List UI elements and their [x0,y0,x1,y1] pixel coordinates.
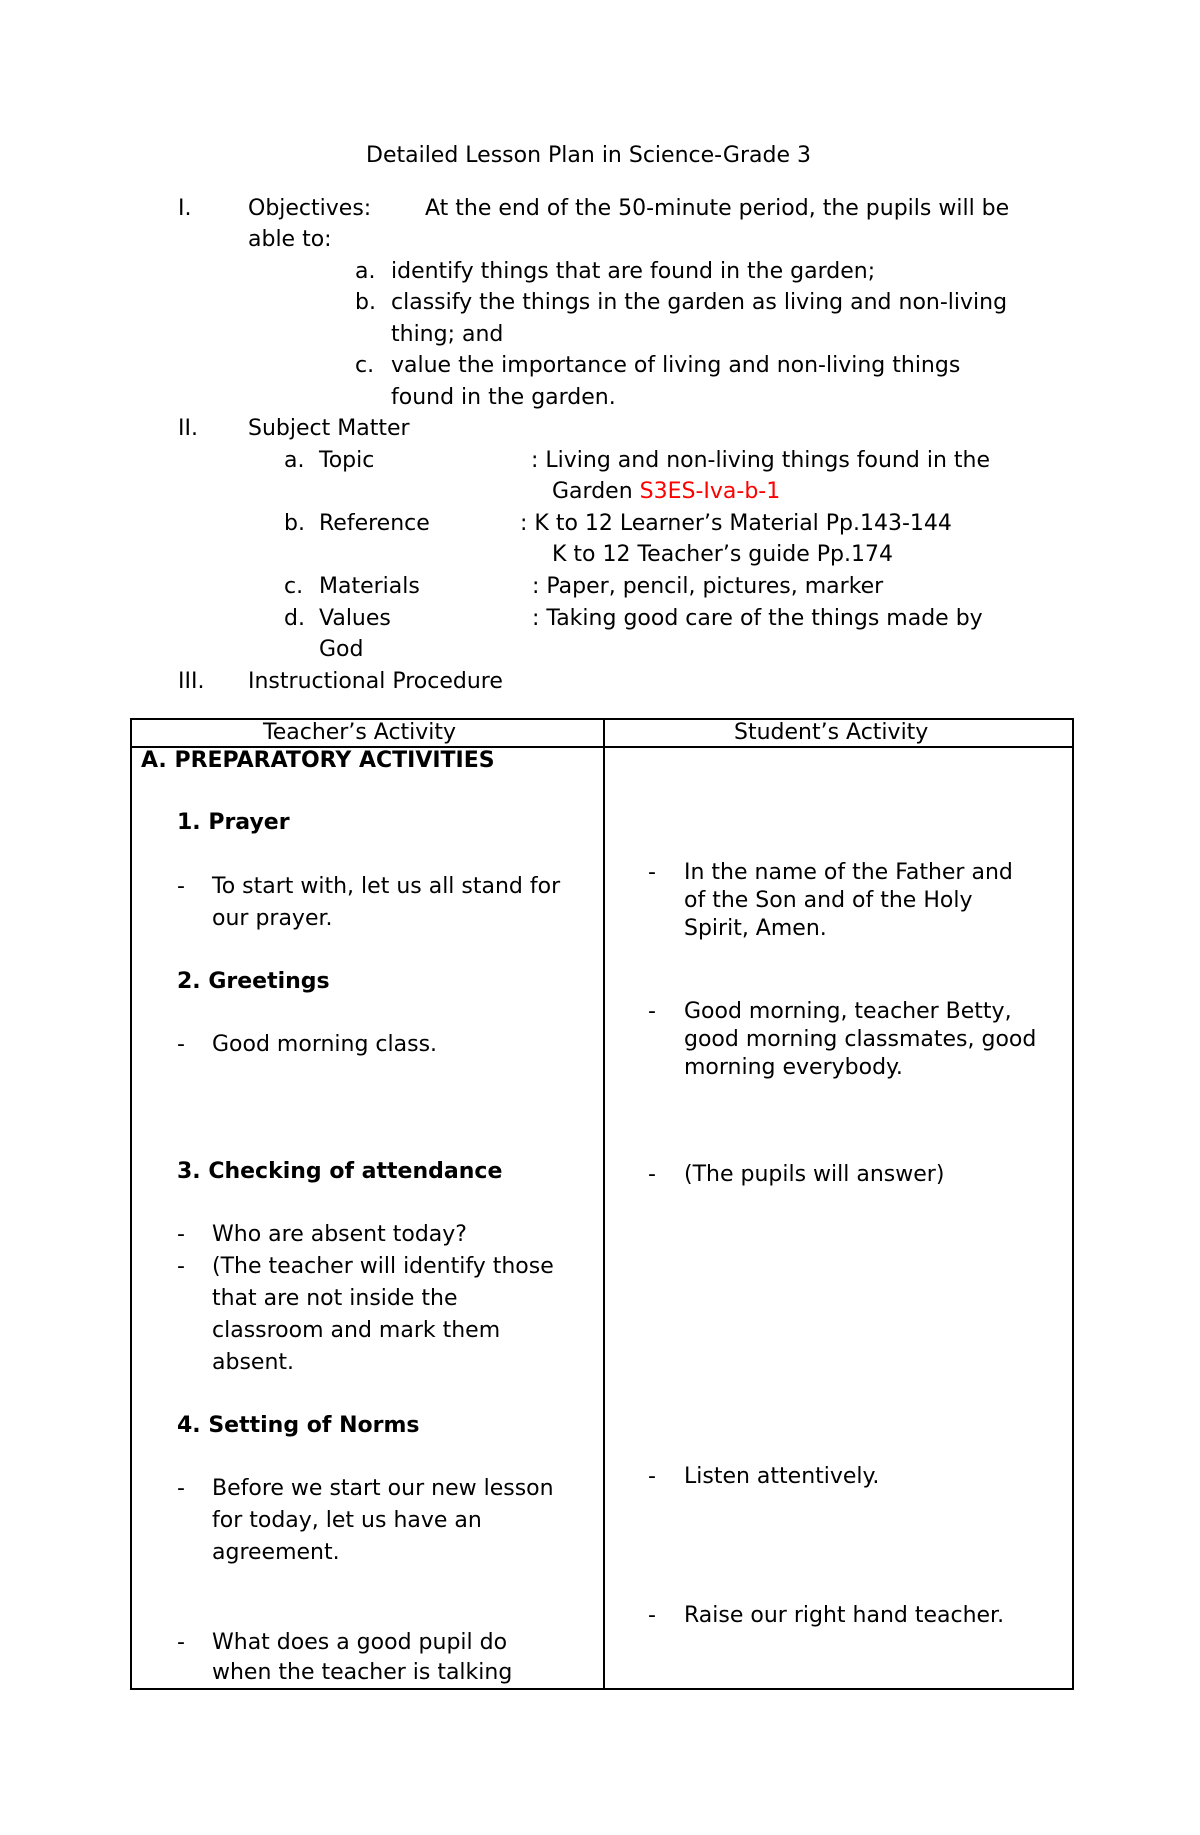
prayer-heading: 1. Prayer [177,810,290,835]
topic-value-garden: Garden [552,479,640,504]
prayer-text-cont: our prayer. [212,906,333,931]
topic-value: : Living and non-living things found in the [531,448,990,473]
objective-c-letter: c. [355,353,375,378]
attendance-note-line2: that are not inside the [212,1286,458,1311]
dash: - [177,1222,185,1247]
norms-text-line3: agreement. [212,1540,340,1565]
norms-question-line1: What does a good pupil do [212,1630,508,1655]
values-letter: d. [284,606,305,631]
norms-response-2: Raise our right hand teacher. [684,1603,1005,1628]
topic-code: S3ES-Iva-b-1 [639,479,781,504]
attendance-response: (The pupils will answer) [684,1162,945,1187]
document-title: Detailed Lesson Plan in Science-Grade 3 [366,143,811,168]
reference-letter: b. [284,511,305,536]
dash: - [648,1464,656,1489]
preparatory-activities-heading: A. PREPARATORY ACTIVITIES [141,748,495,773]
dash: - [177,1032,185,1057]
prayer-response-line1: In the name of the Father and [684,860,1013,885]
attendance-note-line1: (The teacher will identify those [212,1254,554,1279]
topic-value-cont [552,481,780,503]
dash: - [648,999,656,1024]
values-label: Values [319,606,391,631]
materials-label: Materials [319,574,420,599]
norms-heading: 4. Setting of Norms [177,1413,420,1438]
attendance-question: Who are absent today? [212,1222,467,1247]
objectives-intro-cont: able to: [248,227,332,252]
greetings-text: Good morning class. [212,1032,438,1057]
objective-a-text: identify things that are found in the garden; [391,259,876,284]
topic-letter: a. [284,448,305,473]
norms-text-line2: for today, let us have an [212,1508,482,1533]
subject-matter-numeral: II. [178,416,198,441]
dash: - [177,1630,185,1655]
objective-b-text-cont: thing; and [391,322,504,347]
reference-value-cont: K to 12 Teacher’s guide Pp.174 [552,542,893,567]
materials-value: : Paper, pencil, pictures, marker [532,574,884,599]
header-teacher-activity: Teacher’s Activity [263,720,457,745]
objectives-label: Objectives: [248,196,372,221]
objective-c-text-cont: found in the garden. [391,385,616,410]
header-student-activity: Student’s Activity [734,720,929,745]
procedure-label: Instructional Procedure [248,669,503,694]
topic-label: Topic [319,448,375,473]
dash: - [648,1603,656,1628]
procedure-numeral: III. [178,669,205,694]
objective-b-text: classify the things in the garden as living and non-living [391,290,1008,315]
prayer-response-line3: Spirit, Amen. [684,916,827,941]
subject-matter-label: Subject Matter [248,416,410,441]
objectives-intro: At the end of the 50-minute period, the pupils will be [425,196,1010,221]
prayer-response-line2: of the Son and of the Holy [684,888,973,913]
reference-value: : K to 12 Learner’s Material Pp.143-144 [520,511,952,536]
norms-response-1: Listen attentively. [684,1464,880,1489]
dash: - [177,874,185,899]
objectives-numeral: I. [178,196,192,221]
column-divider [603,720,605,1688]
attendance-heading: 3. Checking of attendance [177,1159,503,1184]
prayer-text: To start with, let us all stand for [212,874,561,899]
dash: - [177,1476,185,1501]
reference-label: Reference [319,511,430,536]
greeting-response-line1: Good morning, teacher Betty, [684,999,1012,1024]
dash: - [648,1162,656,1187]
dash: - [648,860,656,885]
materials-letter: c. [284,574,304,599]
norms-text-line1: Before we start our new lesson [212,1476,554,1501]
greeting-response-line2: good morning classmates, good [684,1027,1037,1052]
greetings-heading: 2. Greetings [177,969,330,994]
attendance-note-line4: absent. [212,1350,295,1375]
norms-question-line2: when the teacher is talking [212,1660,513,1685]
values-value: : Taking good care of the things made by [532,606,983,631]
attendance-note-line3: classroom and mark them [212,1318,501,1343]
objective-c-text: value the importance of living and non-living things [391,353,961,378]
values-value-cont: God [319,637,364,662]
objective-a-letter: a. [355,259,376,284]
dash: - [177,1254,185,1279]
greeting-response-line3: morning everybody. [684,1055,903,1080]
objective-b-letter: b. [355,290,376,315]
